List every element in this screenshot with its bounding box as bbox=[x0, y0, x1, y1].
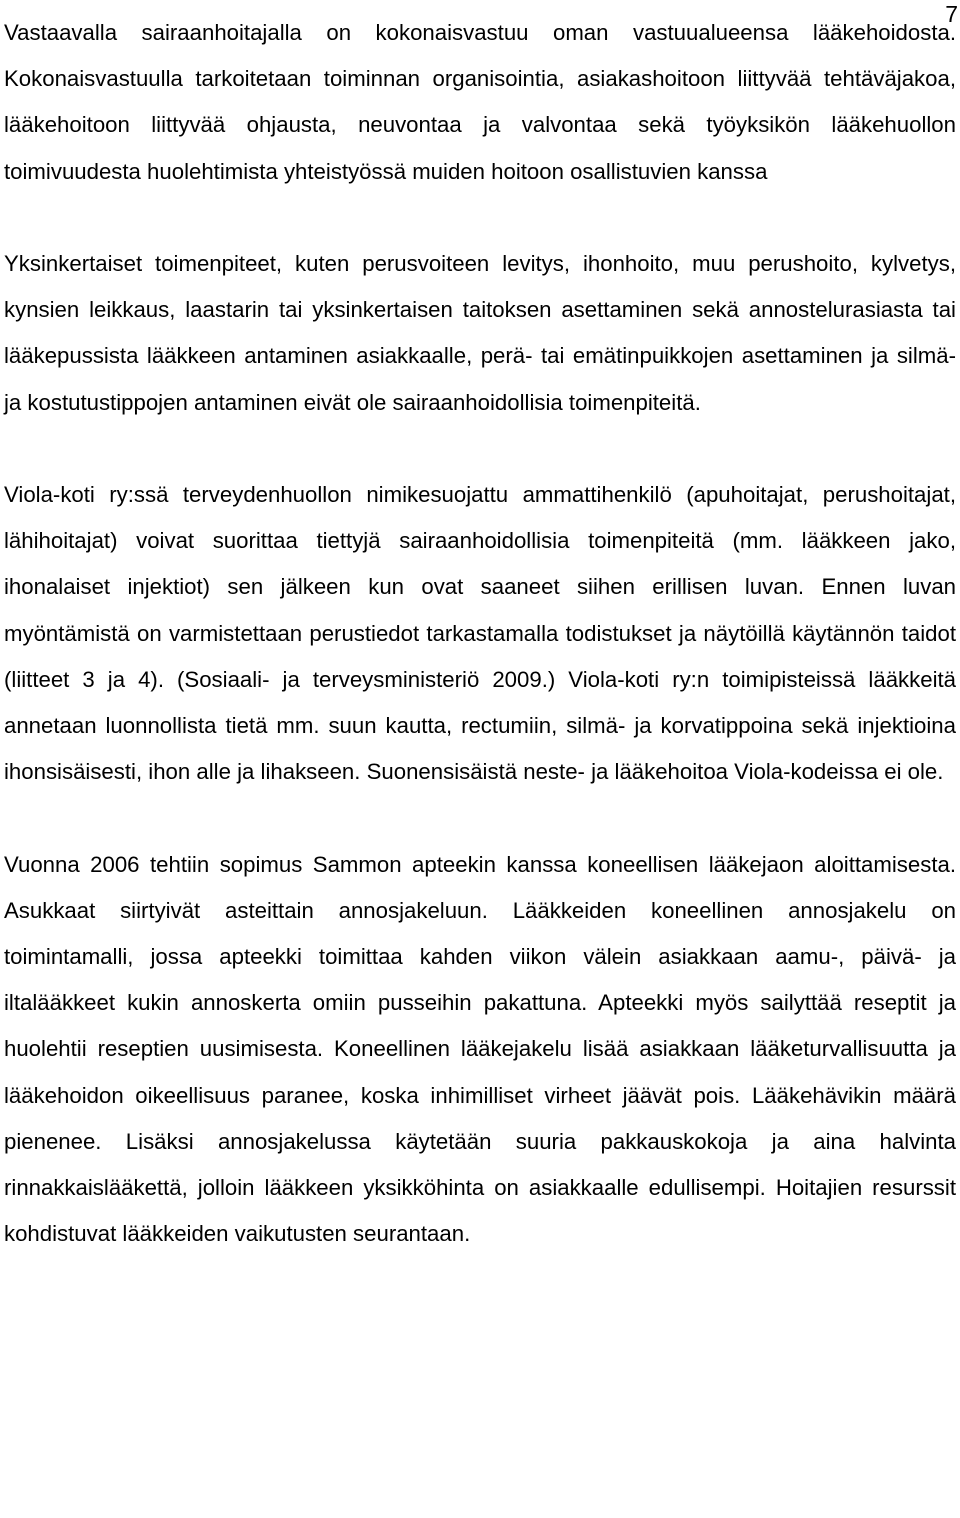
paragraph-responsibility: Vastaavalla sairaanhoitajalla on kokonaisvastuu oman vastuualueensa lääkehoidosta. Kokonaisvastuulla tarkoitetaan toiminnan organisointia, asiakashoitoon liittyvää tehtäväjakoa, lääkehoitoon liittyvää ohjausta, neuvontaa ja valvontaa sekä työyksikön lääkehuollon toimivuudesta huolehtimista yhteistyössä muiden hoitoon osallistuvien kanssa bbox=[4, 20, 956, 184]
paragraph-simple-procedures: Yksinkertaiset toimenpiteet, kuten perusvoiteen levitys, ihonhoito, muu perushoito, kylvetys, kynsien leikkaus, laastarin tai yksinkertaisen taitoksen asettaminen sekä annostelurasiasta tai lääkepussista lääkkeen antaminen asiakkaalle, perä- tai emätinpuikkojen asettaminen ja silmä- ja kostutustippojen antaminen eivät ole sairaanhoidollisia toimenpiteitä. bbox=[4, 251, 956, 415]
document-body bbox=[4, 10, 956, 1257]
page-number: 7 bbox=[945, 1, 958, 27]
paragraph-nursing-procedures: Viola-koti ry:ssä terveydenhuollon nimikesuojattu ammattihenkilö (apuhoitajat, perushoitajat, lähihoitajat) voivat suorittaa tiettyjä sairaanhoidollisia toimenpiteitä (mm. lääkkeen jako, ihonalaiset injektiot) sen jälkeen kun ovat saaneet siihen erillisen luvan. Ennen luvan myöntämistä on varmistettaan perustiedot tarkastamalla todistukset ja näytöillä käytännön taidot (liitteet 3 ja 4). (Sosiaali- ja terveysministeriö 2009.) Viola-koti ry:n toimipisteissä lääkkeitä annetaan luonnollista tietä mm. suun kautta, rectumiin, silmä- ja korvatippoina sekä injektioina ihonsisäisesti, ihon alle ja lihakseen. Suonensisäistä neste- ja lääkehoitoa Viola-kodeissa ei ole. bbox=[4, 482, 956, 785]
paragraph-dose-dispensing: Vuonna 2006 tehtiin sopimus Sammon apteekin kanssa koneellisen lääkejaon aloittamisesta. Asukkaat siirtyivät asteittain annosjakeluun. Lääkkeiden koneellinen annosjakelu on toimintamalli, jossa apteekki toimittaa kahden viikon välein asiakkaan aamu-, päivä- ja iltalääkkeet kukin annoskerta omiin pusseihin pakattuna. Apteekki myös sailyttää reseptit ja huolehtii reseptien uusimisesta. Koneellinen lääkejakelu lisää asiakkaan lääketurvallisuutta ja lääkehoidon oikeellisuus paranee, koska inhimilliset virheet jäävät pois. Lääkehävikin määrä pienenee. Lisäksi annosjakelussa käytetään suuria pakkauskokoja ja aina halvinta rinnakkaislääkettä, jolloin lääkkeen yksikköhinta on asiakkaalle edullisempi. Hoitajien resurssit kohdistuvat lääkkeiden vaikutusten seurantaan. bbox=[4, 851, 956, 1247]
